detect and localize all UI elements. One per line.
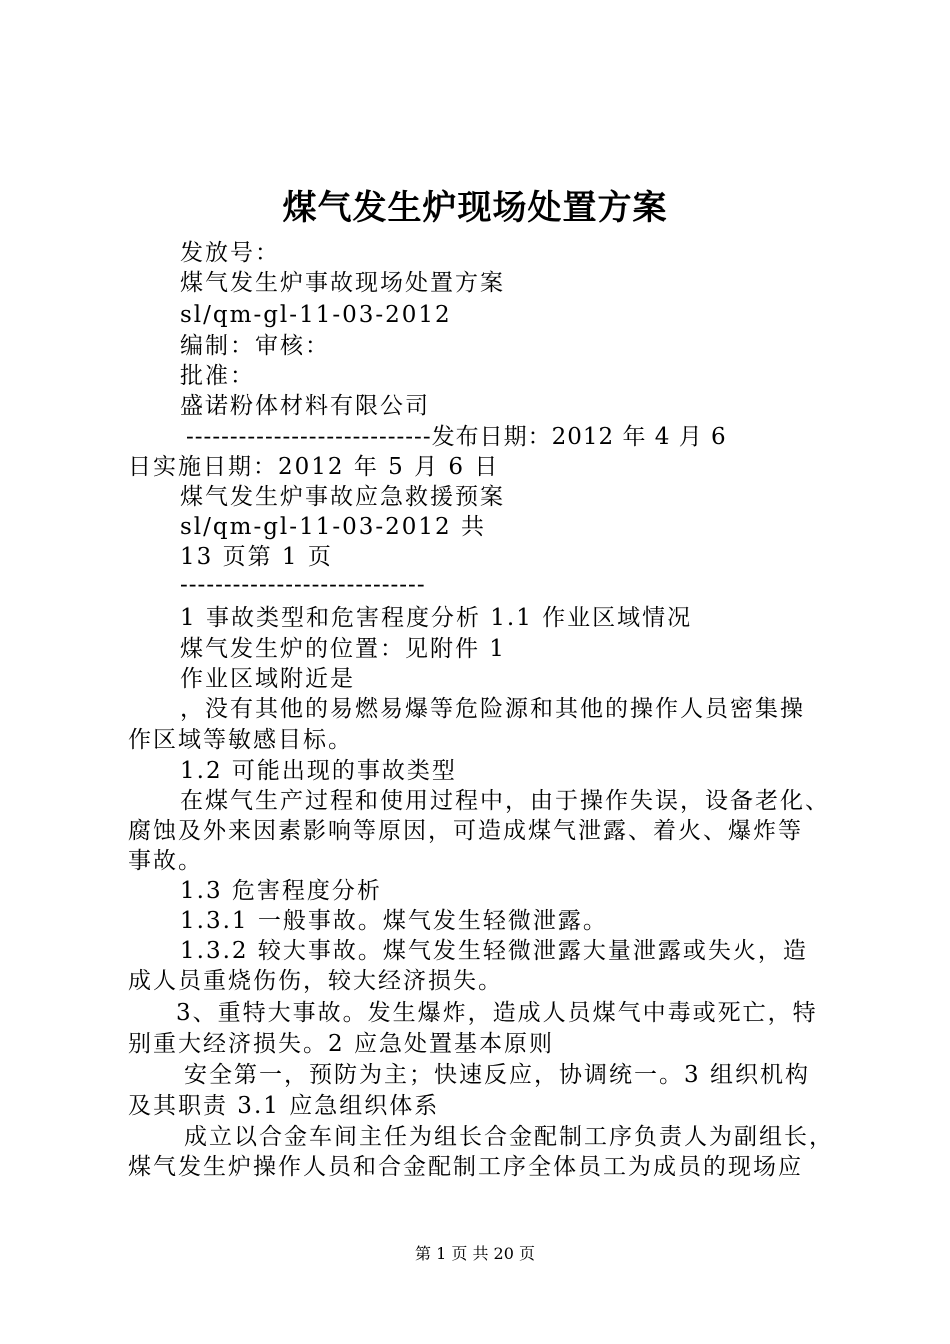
text-line: 在煤气生产过程和使用过程中，由于操作失误，设备老化、 bbox=[180, 788, 830, 814]
text-line: 腐蚀及外来因素影响等原因，可造成煤气泄露、着火、爆炸等 bbox=[128, 818, 803, 844]
text-line: 及其职责 3.1 应急组织体系 bbox=[128, 1093, 440, 1119]
text-line: 安全第一，预防为主；快速反应，协调统一。3 组织机构 bbox=[184, 1062, 810, 1088]
text-line: 批准： bbox=[180, 363, 255, 389]
text-line: 煤气发生炉的位置：见附件 1 bbox=[180, 636, 506, 662]
text-line: 日实施日期：2012 年 5 月 6 日 bbox=[128, 454, 500, 480]
text-line: 成立以合金车间主任为组长合金配制工序负责人为副组长， bbox=[184, 1124, 834, 1150]
text-line: 1.3 危害程度分析 bbox=[180, 878, 382, 904]
text-line: sl/qm-gl-11-03-2012 共 bbox=[180, 514, 486, 540]
text-line: 煤气发生炉操作人员和合金配制工序全体员工为成员的现场应 bbox=[128, 1154, 803, 1180]
text-line: 煤气发生炉事故应急救援预案 bbox=[180, 484, 505, 510]
text-line: 1.2 可能出现的事故类型 bbox=[180, 758, 457, 784]
text-line: 1 事故类型和危害程度分析 1.1 作业区域情况 bbox=[180, 605, 693, 631]
text-line: 盛诺粉体材料有限公司 bbox=[180, 393, 430, 419]
text-line: 别重大经济损失。2 应急处置基本原则 bbox=[128, 1031, 554, 1057]
text-line: ---------------------------- bbox=[180, 572, 426, 598]
text-line: 13 页第 1 页 bbox=[180, 544, 333, 570]
text-line: 作区域等敏感目标。 bbox=[128, 727, 353, 753]
text-line: 成人员重烧伤伤，较大经济损失。 bbox=[128, 968, 503, 994]
text-line: ，没有其他的易燃易爆等危险源和其他的操作人员密集操 bbox=[180, 696, 805, 722]
text-line: ----------------------------发布日期：2012 年 4 月 6 bbox=[186, 424, 727, 450]
text-line: 事故。 bbox=[128, 848, 203, 874]
text-line: 1.3.1 一般事故。煤气发生轻微泄露。 bbox=[180, 908, 608, 934]
text-line: 编制：审核： bbox=[180, 333, 330, 359]
text-line: 作业区域附近是 bbox=[180, 666, 355, 692]
text-line: sl/qm-gl-11-03-2012 bbox=[180, 302, 452, 328]
text-line: 3、重特大事故。发生爆炸，造成人员煤气中毒或死亡，特 bbox=[176, 1000, 818, 1026]
text-line: 发放号： bbox=[180, 240, 280, 266]
page-footer: 第 1 页 共 20 页 bbox=[415, 1244, 535, 1263]
document-title: 煤气发生炉现场处置方案 bbox=[282, 188, 668, 228]
text-line: 煤气发生炉事故现场处置方案 bbox=[180, 270, 505, 296]
text-line: 1.3.2 较大事故。煤气发生轻微泄露大量泄露或失火，造 bbox=[180, 938, 808, 964]
